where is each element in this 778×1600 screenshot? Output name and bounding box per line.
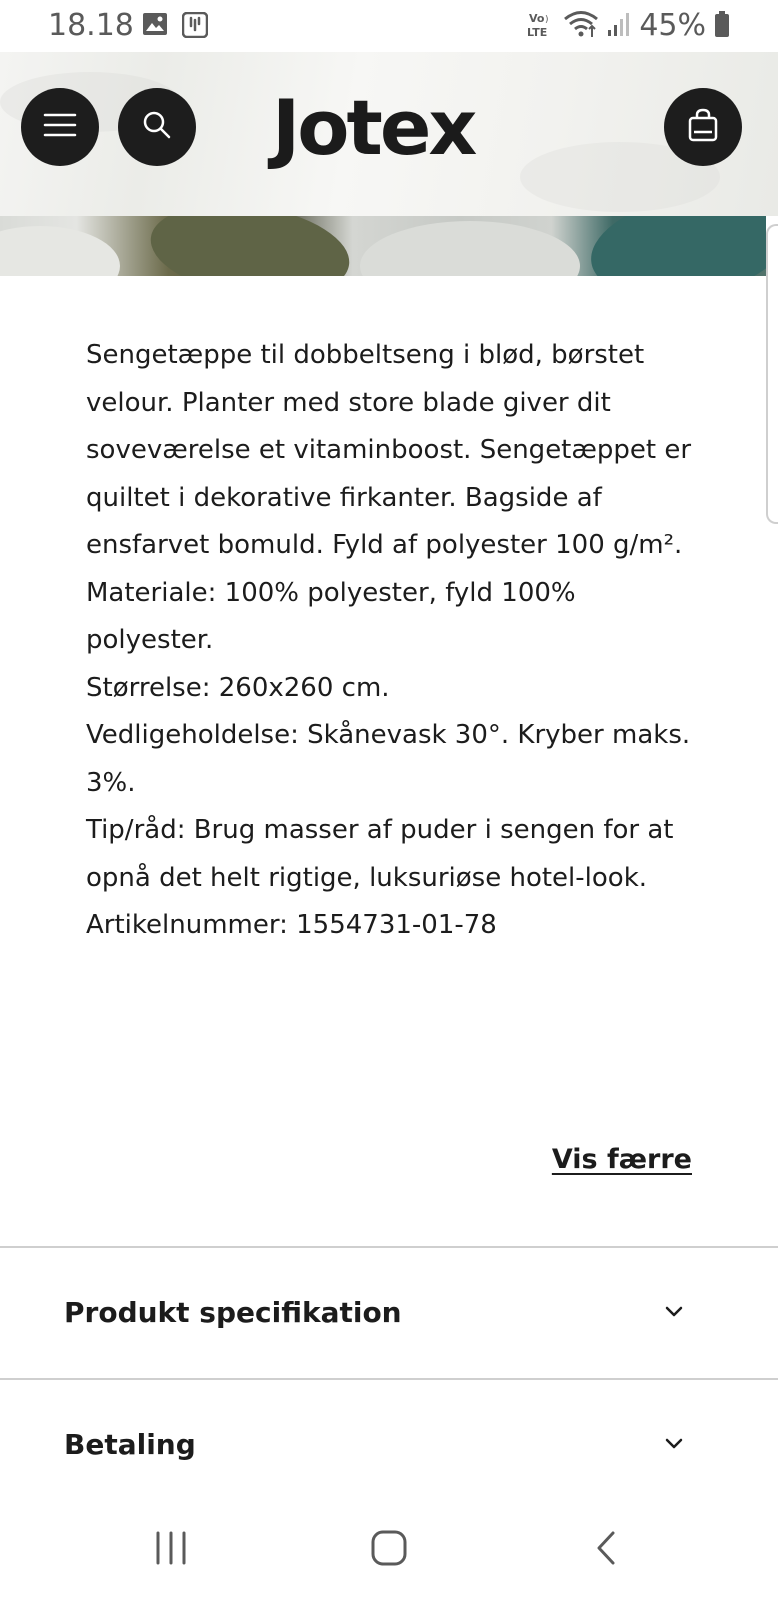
description-material: Materiale: 100% polyester, fyld 100% polyester. xyxy=(86,577,576,655)
status-time: 18.18 xyxy=(48,8,134,43)
signal-icon xyxy=(607,10,631,42)
scrollbar[interactable] xyxy=(766,224,778,524)
hero-leaf-shape xyxy=(0,226,120,276)
description-article-number: Artikelnummer: 1554731-01-78 xyxy=(86,910,497,940)
bag-icon xyxy=(686,108,720,146)
status-bar xyxy=(0,0,778,52)
recent-apps-icon xyxy=(154,1531,188,1569)
image-icon xyxy=(142,12,168,40)
hero-leaf-shape xyxy=(145,216,356,276)
battery-percent: 45% xyxy=(639,8,706,43)
menu-icon xyxy=(43,112,77,142)
recent-apps-button[interactable] xyxy=(131,1510,211,1590)
accordion-title: Produkt specifikation xyxy=(64,1296,402,1329)
system-navigation-bar xyxy=(0,1480,778,1600)
back-button[interactable] xyxy=(566,1510,646,1590)
chevron-down-icon xyxy=(664,1302,684,1322)
product-image-strip[interactable] xyxy=(0,216,766,276)
volte-icon xyxy=(527,9,555,43)
description-tip: Tip/råd: Brug masser af puder i sengen for at opnå det helt rigtige, luksuriøse hotel-look. xyxy=(86,815,674,893)
description-paragraph: Sengetæppe til dobbeltseng i blød, børstet velour. Planter med store blade giver dit soveværelse et vitaminboost. Sengetæppet er quiltet i dekorative firkanter. Bagside af ensfarvet bomuld. Fyld af polyester 100 g/m². xyxy=(86,340,692,560)
wifi-icon xyxy=(563,10,599,42)
notification-icon xyxy=(182,12,208,42)
home-button[interactable] xyxy=(349,1510,429,1590)
site-header xyxy=(0,52,778,216)
search-button[interactable] xyxy=(118,88,196,166)
svg-text:Vo: Vo xyxy=(529,11,545,25)
home-icon xyxy=(370,1529,408,1571)
product-description xyxy=(86,332,706,950)
show-less-link[interactable]: Vis færre xyxy=(551,1144,692,1175)
logo[interactable]: Jotex xyxy=(272,83,475,172)
accordion-title: Betaling xyxy=(64,1428,196,1461)
menu-button[interactable] xyxy=(21,88,99,166)
chevron-down-icon xyxy=(664,1434,684,1454)
battery-icon xyxy=(714,10,730,42)
accordion-product-specification[interactable] xyxy=(0,1248,778,1378)
cart-button[interactable] xyxy=(664,88,742,166)
svg-text:LTE: LTE xyxy=(527,25,548,39)
search-icon xyxy=(142,110,172,144)
back-icon xyxy=(594,1530,618,1570)
hero-leaf-shape xyxy=(583,216,766,276)
svg-text:): ) xyxy=(545,14,549,25)
description-care: Vedligeholdelse: Skånevask 30°. Kryber maks. 3%. xyxy=(86,720,691,798)
hero-leaf-shape xyxy=(360,221,580,276)
description-size: Størrelse: 260x260 cm. xyxy=(86,672,390,703)
